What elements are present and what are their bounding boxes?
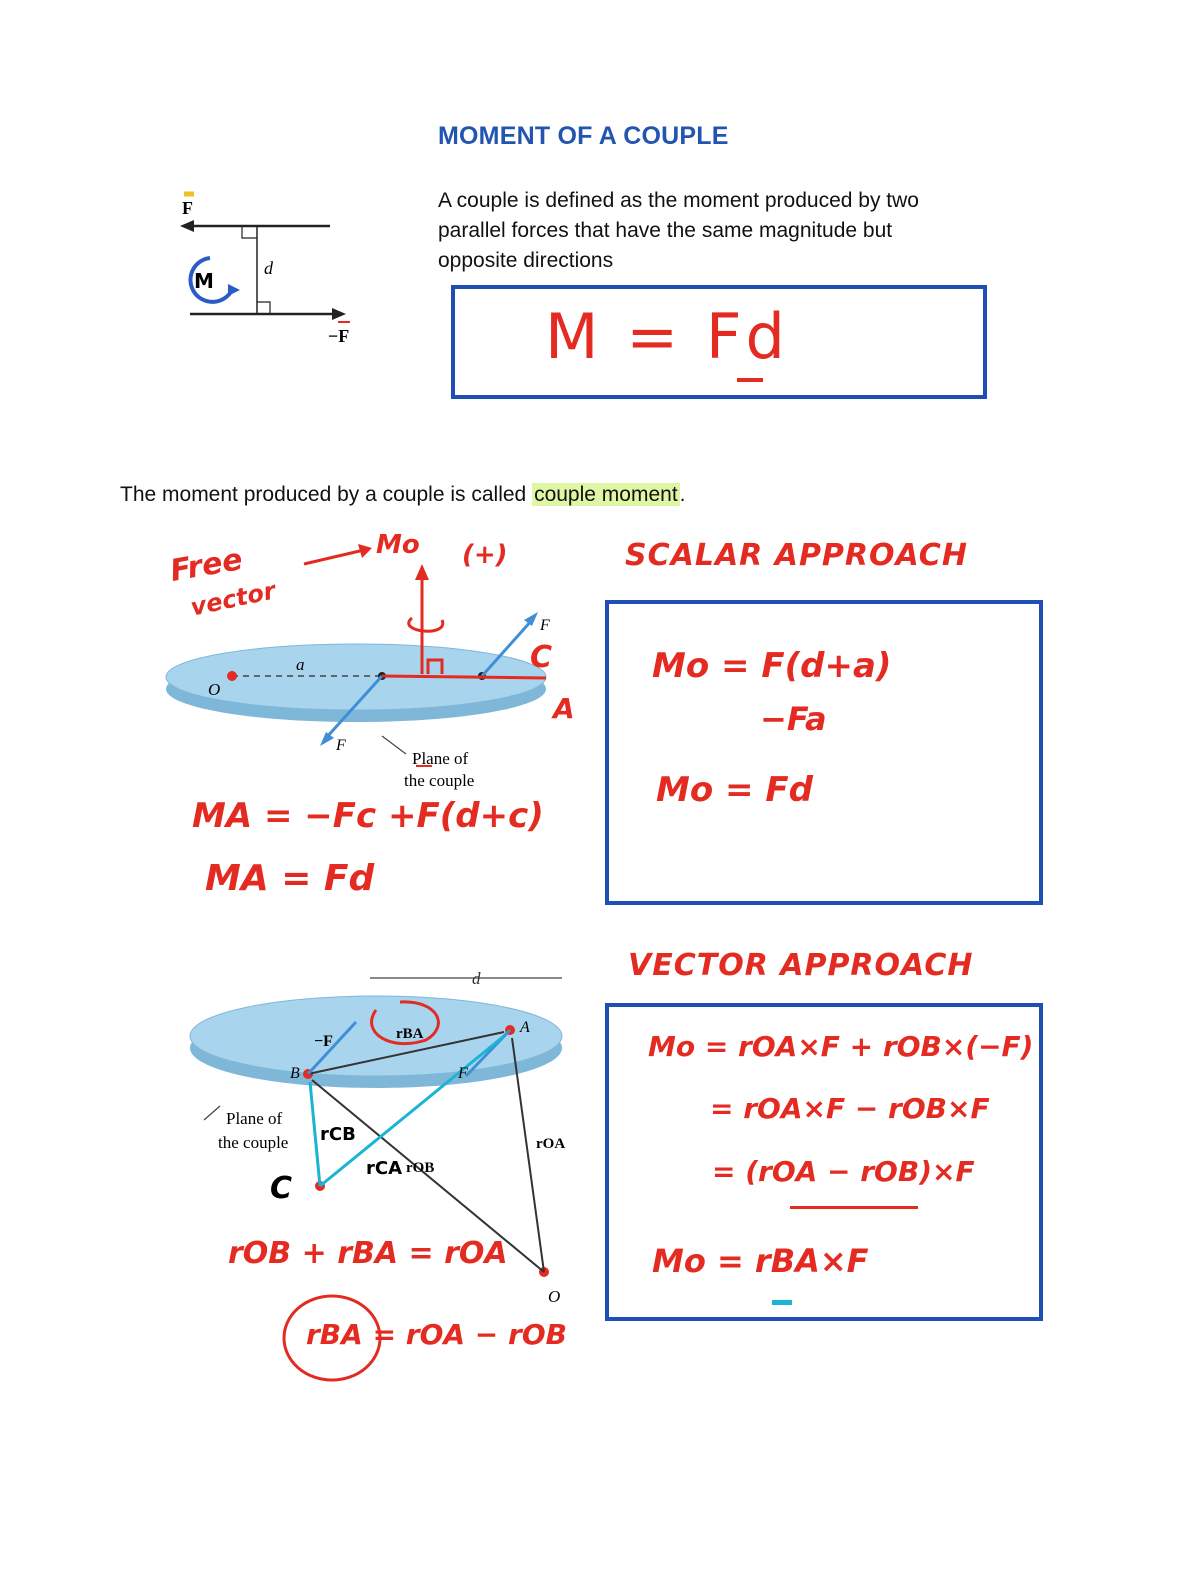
note-r-ca: rCA: [366, 1158, 403, 1179]
note-point-c3: C: [270, 1171, 293, 1206]
vector-line-3: = (rOA − rOB)×F: [712, 1155, 975, 1188]
sentence-text: The moment produced by a couple is called: [120, 483, 533, 506]
plane-label-line-1: Plane of: [412, 749, 469, 768]
definition-line-3: opposite directions: [438, 249, 614, 272]
plane-leader-line: [382, 736, 406, 754]
vector-cyan-mark: [772, 1300, 792, 1305]
ma-equation-2: MA = Fd: [205, 858, 375, 899]
main-formula-underline: [737, 378, 763, 382]
page-title: MOMENT OF A COUPLE: [438, 122, 729, 150]
vector-line-3-underline: [790, 1206, 918, 1209]
ink-baseline: [382, 676, 546, 678]
ink-moment-arrowhead: [415, 564, 429, 580]
label-f3: F: [458, 1065, 468, 1082]
label-r-ba: rBA: [396, 1026, 424, 1042]
r-cb-vector: [310, 1082, 320, 1186]
label-r-oa: rOA: [536, 1136, 566, 1152]
couple-moment-sentence: [120, 483, 686, 507]
definition-line-1: A couple is defined as the moment produced by two: [438, 189, 919, 212]
plane-label-line-2: the couple: [404, 771, 475, 790]
label-o3: O: [548, 1287, 561, 1306]
force-up-arrowhead: [524, 612, 538, 626]
force-down-arrowhead: [320, 732, 334, 746]
fig3-equation-1: rOB + rBA = rOA: [228, 1236, 508, 1271]
plane3-line-2: the couple: [218, 1133, 289, 1152]
note-free: Free: [167, 541, 246, 590]
label-a3: A: [520, 1019, 530, 1036]
label-force-down: F: [336, 737, 346, 754]
scalar-approach-title: SCALAR APPROACH: [625, 538, 968, 573]
plane3-leader: [204, 1106, 220, 1120]
d-label: d: [472, 969, 481, 988]
scalar-line-1: Mo = F(d+a): [652, 646, 892, 686]
fig1-right-angle-bottom: [257, 302, 270, 314]
definition-line-2: parallel forces that have the same magnitude but: [438, 219, 893, 242]
fig1-moment-arrowhead: [228, 284, 240, 296]
label-b: B: [290, 1065, 300, 1082]
fig1-force-top-label: F: [182, 198, 193, 218]
label-a: a: [296, 655, 305, 674]
vector-line-1: Mo = rOA×F + rOB×(−F): [648, 1030, 1034, 1063]
ink-rotation-arc: [409, 618, 443, 631]
ma-equation-1: MA = −Fc +F(d+c): [192, 796, 544, 836]
sentence-end: .: [679, 483, 686, 506]
note-moment-target: Mo: [376, 530, 420, 560]
fig3-equation-2: rBA = rOA − rOB: [306, 1318, 567, 1351]
note-positive-sign: (+): [462, 540, 508, 570]
fig1-distance-label: d: [264, 258, 273, 278]
vector-approach-title: VECTOR APPROACH: [628, 948, 974, 983]
label-force-up: F: [540, 617, 550, 634]
note-point-c: C: [530, 640, 553, 675]
r-oa-vector: [512, 1038, 544, 1272]
note-vector: vector: [188, 576, 278, 622]
point-o: [227, 671, 237, 681]
label-o: O: [208, 680, 221, 699]
highlighted-term: couple moment: [534, 483, 678, 506]
vector-line-2: = rOA×F − rOB×F: [710, 1092, 990, 1125]
note-r-cb: rCB: [320, 1124, 356, 1145]
fig1-force-bottom-arrowhead: [332, 308, 346, 320]
note-arrow: [300, 536, 380, 576]
label-r-ob: rOB: [406, 1160, 435, 1176]
definition-text: [438, 186, 1058, 276]
main-formula: M = Fd: [545, 300, 789, 373]
note-point-a: A: [553, 692, 575, 725]
plane3-line-1: Plane of: [226, 1109, 283, 1128]
fig1-right-angle-top: [242, 226, 257, 238]
fig1-force-bottom-label: −F: [328, 326, 350, 346]
fig1-force-top-arrowhead: [180, 220, 194, 232]
label-neg-f: −F: [314, 1033, 333, 1050]
fig1-moment-label: M: [194, 269, 214, 293]
couple-diagram: [160, 180, 370, 350]
scalar-line-3: Mo = Fd: [656, 770, 813, 810]
vector-line-4: Mo = rBA×F: [652, 1242, 869, 1280]
scalar-line-2: −Fa: [760, 700, 827, 738]
